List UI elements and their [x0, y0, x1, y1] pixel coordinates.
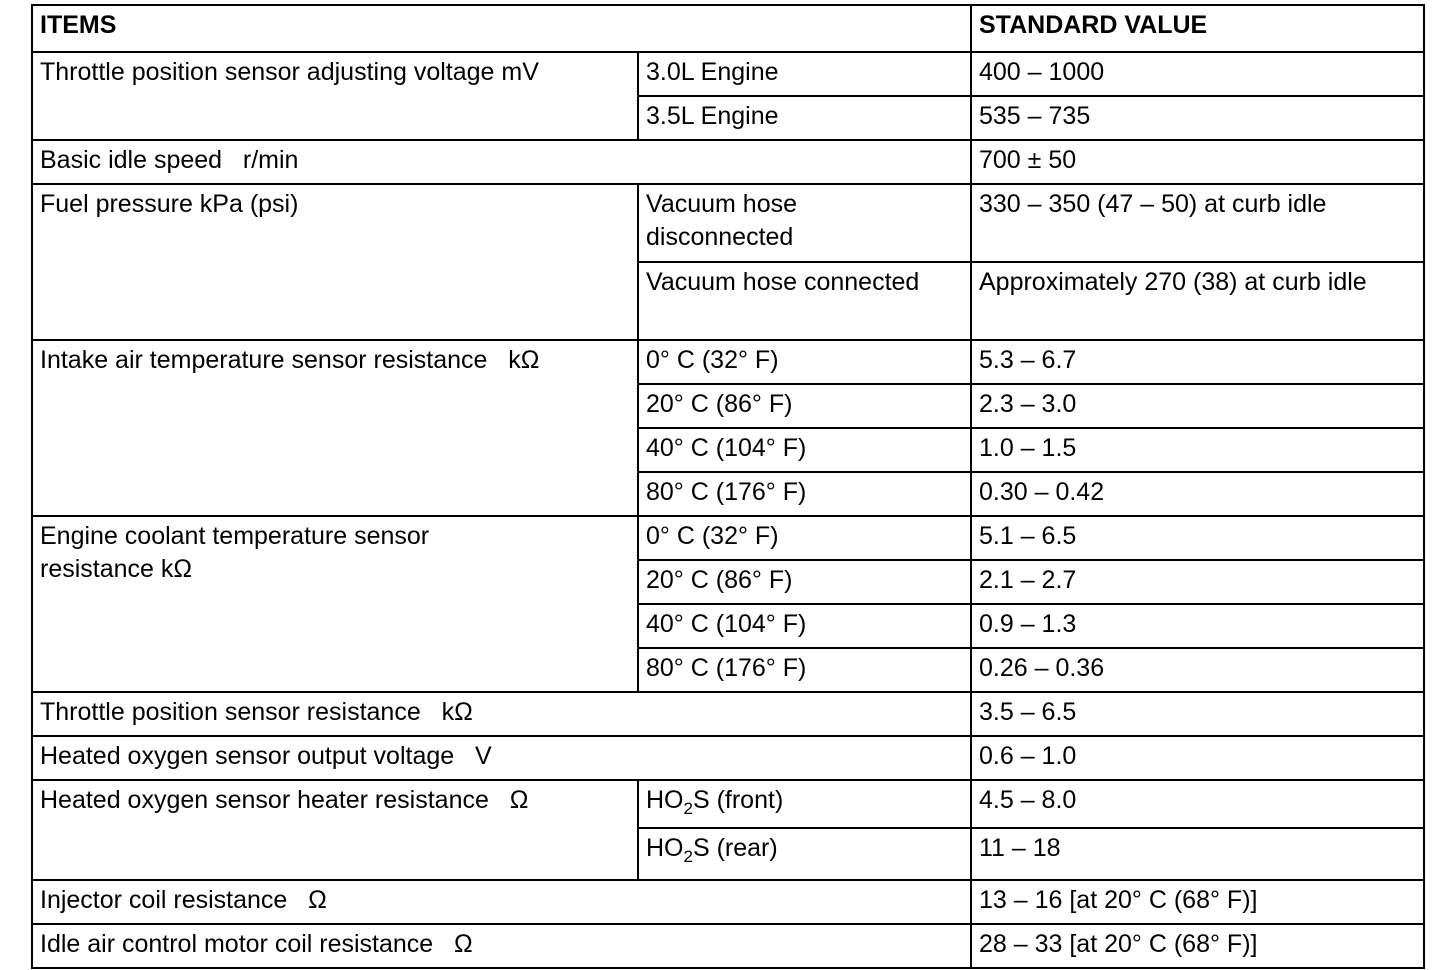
- table-row: [32, 52, 1424, 96]
- value-cell: 535 – 735: [971, 96, 1424, 140]
- table-row: [32, 924, 1424, 968]
- item-intake-air-temperature-resistance: Intake air temperature sensor resistance kΩ: [32, 340, 638, 516]
- condition-cell: Vacuum hose connected: [638, 262, 971, 340]
- condition-cell: 0° C (32° F): [638, 516, 971, 560]
- condition-cell: [638, 780, 971, 828]
- item-engine-coolant-temperature-resistance: Engine coolant temperature sensor resistance kΩ: [32, 516, 638, 692]
- condition-cell: 40° C (104° F): [638, 604, 971, 648]
- value-cell: 13 – 16 [at 20° C (68° F)]: [971, 880, 1424, 924]
- value-cell: 2.3 – 3.0: [971, 384, 1424, 428]
- condition-prefix: HO: [646, 834, 684, 862]
- value-cell: 2.1 – 2.7: [971, 560, 1424, 604]
- value-cell: 3.5 – 6.5: [971, 692, 1424, 736]
- table-row: [32, 516, 1424, 560]
- value-cell: 330 – 350 (47 – 50) at curb idle: [971, 184, 1424, 262]
- condition-prefix: HO: [646, 786, 684, 814]
- table-row: [32, 736, 1424, 780]
- value-cell: Approximately 270 (38) at curb idle: [971, 262, 1424, 340]
- value-cell: 400 – 1000: [971, 52, 1424, 96]
- table-row: [32, 780, 1424, 828]
- value-cell: 0.30 – 0.42: [971, 472, 1424, 516]
- condition-cell: 20° C (86° F): [638, 560, 971, 604]
- item-tps-resistance: Throttle position sensor resistance kΩ: [32, 692, 971, 736]
- specification-table: [31, 4, 1425, 969]
- value-cell: 1.0 – 1.5: [971, 428, 1424, 472]
- table-row: [32, 184, 1424, 262]
- condition-cell: 3.5L Engine: [638, 96, 971, 140]
- condition-cell: 80° C (176° F): [638, 472, 971, 516]
- condition-cell: [638, 828, 971, 880]
- subscript-2: 2: [683, 847, 693, 866]
- subscript-2: 2: [683, 799, 693, 818]
- value-cell: 28 – 33 [at 20° C (68° F)]: [971, 924, 1424, 968]
- value-cell: 700 ± 50: [971, 140, 1424, 184]
- item-fuel-pressure: Fuel pressure kPa (psi): [32, 184, 638, 340]
- item-ho2s-output-voltage: Heated oxygen sensor output voltage V: [32, 736, 971, 780]
- value-cell: 0.9 – 1.3: [971, 604, 1424, 648]
- value-cell: 0.6 – 1.0: [971, 736, 1424, 780]
- value-cell: 11 – 18: [971, 828, 1424, 880]
- table-row: [32, 340, 1424, 384]
- item-idle-air-control-resistance: Idle air control motor coil resistance Ω: [32, 924, 971, 968]
- table-row: [32, 692, 1424, 736]
- condition-cell: 80° C (176° F): [638, 648, 971, 692]
- condition-suffix: S (rear): [692, 834, 778, 862]
- condition-cell: 3.0L Engine: [638, 52, 971, 96]
- header-row: [32, 5, 1424, 52]
- item-injector-coil-resistance: Injector coil resistance Ω: [32, 880, 971, 924]
- condition-cell: Vacuum hose disconnected: [638, 184, 971, 262]
- condition-suffix: S (front): [692, 786, 784, 814]
- value-cell: 0.26 – 0.36: [971, 648, 1424, 692]
- item-basic-idle-speed: Basic idle speed r/min: [32, 140, 971, 184]
- value-cell: 5.1 – 6.5: [971, 516, 1424, 560]
- table-row: [32, 880, 1424, 924]
- value-cell: 4.5 – 8.0: [971, 780, 1424, 828]
- item-tps-adjusting-voltage: Throttle position sensor adjusting voltage mV: [32, 52, 638, 140]
- item-ho2s-heater-resistance: Heated oxygen sensor heater resistance Ω: [32, 780, 638, 880]
- header-items: ITEMS: [32, 5, 971, 52]
- condition-cell: 20° C (86° F): [638, 384, 971, 428]
- value-cell: 5.3 – 6.7: [971, 340, 1424, 384]
- header-standard-value: STANDARD VALUE: [971, 5, 1424, 52]
- condition-cell: 0° C (32° F): [638, 340, 971, 384]
- condition-cell: 40° C (104° F): [638, 428, 971, 472]
- table-row: [32, 140, 1424, 184]
